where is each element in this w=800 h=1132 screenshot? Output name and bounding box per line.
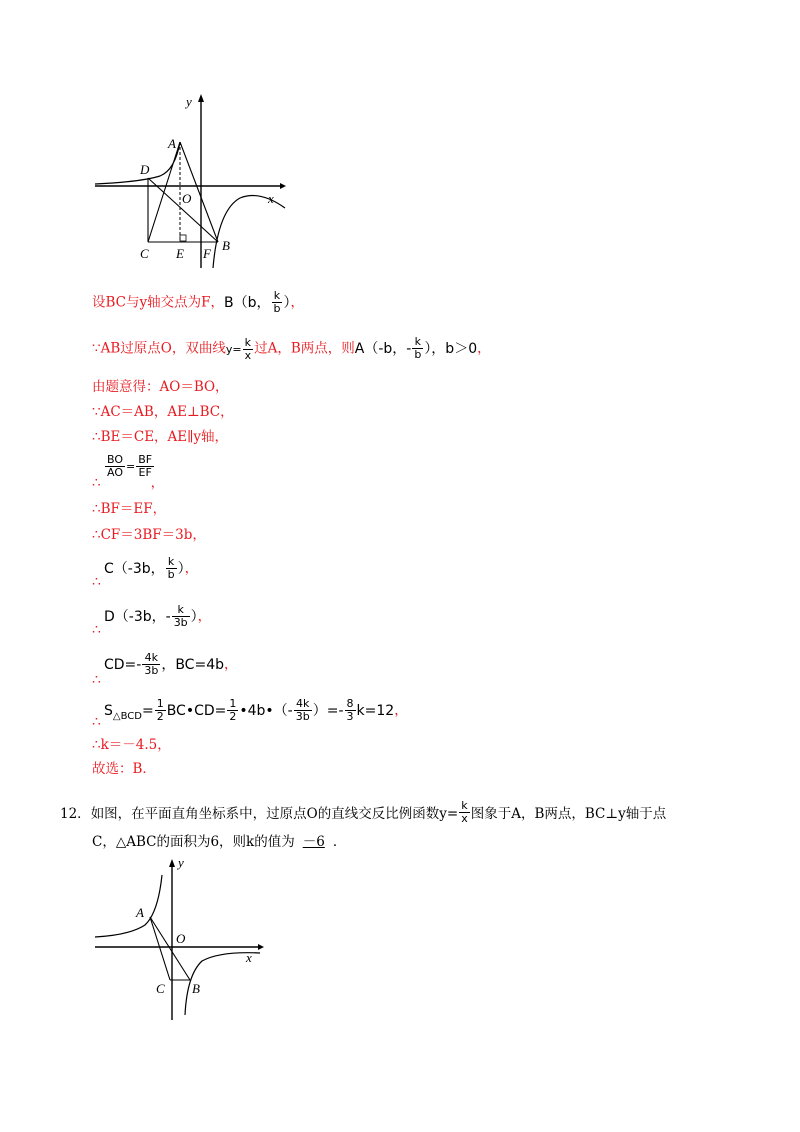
solution-line-3: 由题意得：AO＝BO， — [92, 379, 229, 395]
figure-2 — [90, 855, 270, 1025]
x-axis-arrow — [280, 183, 286, 189]
label-c: C — [156, 981, 165, 996]
solution-line-11: CD=- $\frac{4k}{3b}$ ，BC=4b， — [104, 651, 238, 677]
label-y: y — [178, 855, 184, 870]
area-expr: $S_{\triangle BCD}=$ $\frac{1}{2}$ BC•CD= $\frac{1}{2}$ •4b•（- $\frac{4k}{3b}$ ）=- $\frac{8}{3}$ k=12 — [104, 697, 395, 723]
solution-line-2 — [92, 336, 491, 362]
solution-line-5: ∴BE＝CE，AE∥y轴， — [92, 429, 229, 445]
right-angle-mark — [180, 235, 186, 241]
text: ∵AB过原点O，双曲线 — [92, 340, 226, 357]
label-a: A — [136, 905, 144, 920]
solution-line-9: C（-3b， $\frac{k}{b}$ ）， — [104, 555, 199, 581]
x-axis-arrow — [258, 944, 264, 950]
solution-line-7: ∴BF＝EF， — [92, 501, 167, 517]
label-y: y — [186, 94, 192, 109]
hyperbola-left-branch — [95, 875, 162, 937]
fraction-bf-ef: $\frac{BF}{EF}$ — [138, 453, 153, 479]
label-d: D — [140, 162, 150, 177]
hyperbola-expr: y= $\frac{k}{x}$ — [225, 336, 252, 362]
solution-line-14: 故选：B． — [92, 761, 156, 777]
label-b: B — [222, 238, 230, 253]
equals: = — [126, 460, 136, 473]
text: ， — [290, 294, 304, 311]
question-12-line-1 — [60, 800, 666, 825]
segment-ac — [150, 917, 170, 980]
point-c: C（-3b， $\frac{k}{b}$ ） — [104, 555, 185, 581]
solution-line-13: ∴k＝－4.5， — [92, 737, 171, 753]
cd-bc-expr: CD=- $\frac{4k}{3b}$ ，BC=4b — [104, 651, 224, 677]
figure-1 — [90, 90, 290, 270]
label-a: A — [168, 136, 176, 151]
fraction-bo-ao: $\frac{BO}{AO}$ — [107, 453, 124, 479]
solution-line-4: ∵AC＝AB，AE⊥BC， — [92, 404, 234, 420]
solution-line-1 — [92, 290, 304, 315]
text: 图象于A，B两点，BC⊥y轴于点 — [470, 806, 667, 822]
label-o: O — [176, 931, 186, 946]
text: ， — [477, 340, 491, 357]
fraction-k-x: $\frac{k}{x}$ — [461, 799, 468, 825]
question-12-line-2 — [92, 833, 346, 851]
label-b: B — [192, 981, 200, 996]
label-c: C — [140, 246, 149, 261]
segment-ab — [150, 917, 190, 980]
solution-line-10: D（-3b，- $\frac{k}{3b}$ ）， — [104, 603, 212, 629]
therefore-12: ∴ — [92, 714, 101, 730]
label-x: x — [246, 950, 252, 965]
therefore-11: ∴ — [92, 672, 101, 688]
y-axis-arrow — [198, 94, 204, 102]
text: C，△ABC的面积为6，则k的值为 — [92, 834, 295, 850]
solution-line-6-tail: ∴ ， — [92, 475, 165, 491]
solution-line-8: ∴CF＝3BF＝3b， — [92, 527, 206, 543]
point-a: A（-b，- $\frac{k}{b}$ ），b＞0 — [354, 335, 478, 361]
y-axis-arrow — [169, 859, 175, 867]
question-number: 12． — [60, 806, 91, 822]
label-o: O — [182, 191, 192, 206]
label-e: E — [176, 246, 184, 261]
solution-line-12: $S_{\triangle BCD}=$ $\frac{1}{2}$ BC•CD= $\frac{1}{2}$ •4b•（- $\frac{4k}{3b}$ ）=- $\frac{8}{3}$ k=12， — [104, 697, 408, 723]
fraction: $\frac{k}{b}$ — [273, 289, 281, 315]
point-d: D（-3b，- $\frac{k}{3b}$ ） — [104, 603, 198, 629]
label-f: F — [203, 246, 211, 261]
hyperbola-right-branch — [213, 196, 285, 268]
therefore-9: ∴ — [92, 574, 101, 590]
therefore-10: ∴ — [92, 622, 101, 638]
text: 如图，在平面直角坐标系中，过原点O的直线交反比例函数y= — [90, 806, 459, 822]
label-x: x — [268, 191, 274, 206]
answer: －6 — [302, 834, 325, 850]
text: ． — [332, 834, 347, 850]
point-b: B（b， $\frac{k}{b}$ ） — [224, 289, 291, 315]
text: 过A，B两点，则 — [254, 340, 355, 357]
text: 设BC与y轴交点为F， — [92, 294, 224, 311]
